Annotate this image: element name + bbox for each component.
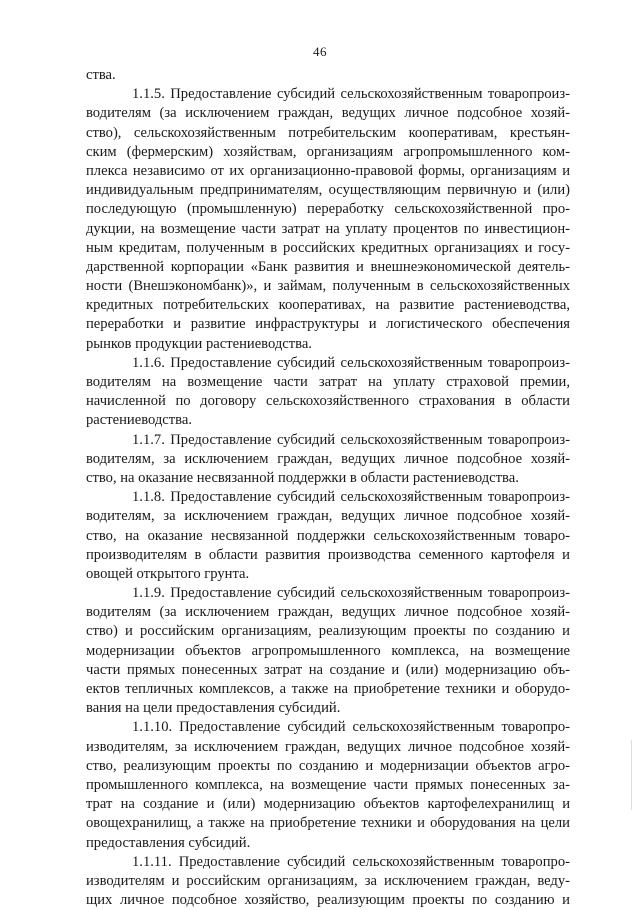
text-line: ство, на оказание несвязанной поддержки сельскохозяйственным товаро- [86,527,570,544]
text-line: ство) и российским организациям, реализующим проекты по созданию и [86,623,570,640]
text-line: водителям (за исключением граждан, ведущих личное подсобное хозяй- [86,604,570,621]
text-line: изводителям, за исключением граждан, ведущих личное подсобное хозяй- [86,738,570,755]
text-line: ство), сельскохозяйственным потребительским кооперативам, крестьян- [86,124,570,141]
text-line: дукции, на возмещение части затрат на уплату процентов по инвестицион- [86,220,570,237]
text-line: щих личное подсобное хозяйство, реализующим проекты по созданию и [86,892,570,909]
text-line: начисленной по договору сельскохозяйственного страхования в области [86,393,570,410]
text-line: трат на создание и (или) модернизацию объектов картофелехранилищ и [86,796,570,813]
page-number: 46 [313,44,327,59]
paragraph-first-line: 1.1.11. Предоставление субсидий сельскохозяйственным товаропро- [132,853,570,870]
text-line: водителям на возмещение части затрат на уплату страховой премии, [86,374,570,390]
text-line: водителям, за исключением граждан, ведущих личное подсобное хозяй- [86,508,570,525]
text-line: ства. [86,67,116,83]
text-line: индивидуальным предпринимателям, осуществляющим первичную и (или) [86,182,570,199]
text-line: предоставления субсидий. [86,834,251,851]
text-line: растениеводства. [86,412,192,429]
text-line: водителям (за исключением граждан, ведущих личное подсобное хозяй- [86,105,570,122]
text-line: кредитных потребительских кооперативах, на развитие растениеводства, [86,297,570,314]
text-line: промышленного комплекса, на возмещение части прямых понесенных за- [86,776,570,793]
text-line: ектов тепличных комплексов, а также на приобретение техники и оборудо- [86,681,570,697]
text-line: овощей открытого грунта. [86,565,250,582]
text-line: ство, на оказание несвязанной поддержки в области растениеводства. [86,469,519,486]
text-line: производителям в области развития производства семенного картофеля и [86,546,570,563]
paragraph-first-line: 1.1.7. Предоставление субсидий сельскохозяйственным товаропроиз- [132,431,570,448]
paragraph-first-line: 1.1.8. Предоставление субсидий сельскохозяйственным товаропроиз- [132,489,570,506]
text-line: дарственной корпорации «Банк развития и внешнеэкономической деятель- [86,258,570,275]
text-line: последующую (промышленную) переработку сельскохозяйственной про- [86,201,570,218]
text-line: части прямых понесенных затрат на создание и (или) модернизацию объ- [86,661,570,678]
text-line: вания на цели предоставления субсидий. [86,700,341,717]
text-line: плекса независимо от их организационно-правовой формы, организациям и [86,162,570,179]
text-line: овощехранилищ, а также на приобретение техники и оборудования на цели [86,815,570,832]
paragraph-first-line: 1.1.10. Предоставление субсидий сельскохозяйственным товаропро- [132,719,570,736]
paragraph-first-line: 1.1.6. Предоставление субсидий сельскохозяйственным товаропроиз- [132,354,570,371]
text-line: водителям, за исключением граждан, ведущих личное подсобное хозяй- [86,450,570,467]
text-line: ным кредитам, полученным в российских кредитных организациях и госу- [86,239,570,256]
text-line: переработки и развитие инфраструктуры и логистического обеспечения [86,316,570,333]
paragraph-first-line: 1.1.9. Предоставление субсидий сельскохозяйственным товаропроиз- [132,585,570,602]
document-body [86,66,570,910]
text-line: ство, реализующим проекты по созданию и модернизации объектов агро- [86,757,570,774]
text-line: ским (фермерским) хозяйствам, организациям агропромышленного ком- [86,143,570,160]
text-line: ности (Внешэкономбанк)», и займам, полученным в сельскохозяйственных [86,278,570,295]
paragraph-first-line: 1.1.5. Предоставление субсидий сельскохозяйственным товаропроиз- [132,86,570,103]
text-line: изводителям и российским организациям, за исключением граждан, веду- [86,872,570,889]
text-line: рынков продукции растениеводства. [86,335,312,352]
text-line: модернизации объектов агропромышленного комплекса, на возмещение [86,642,570,659]
scan-margin-mark [631,740,632,810]
